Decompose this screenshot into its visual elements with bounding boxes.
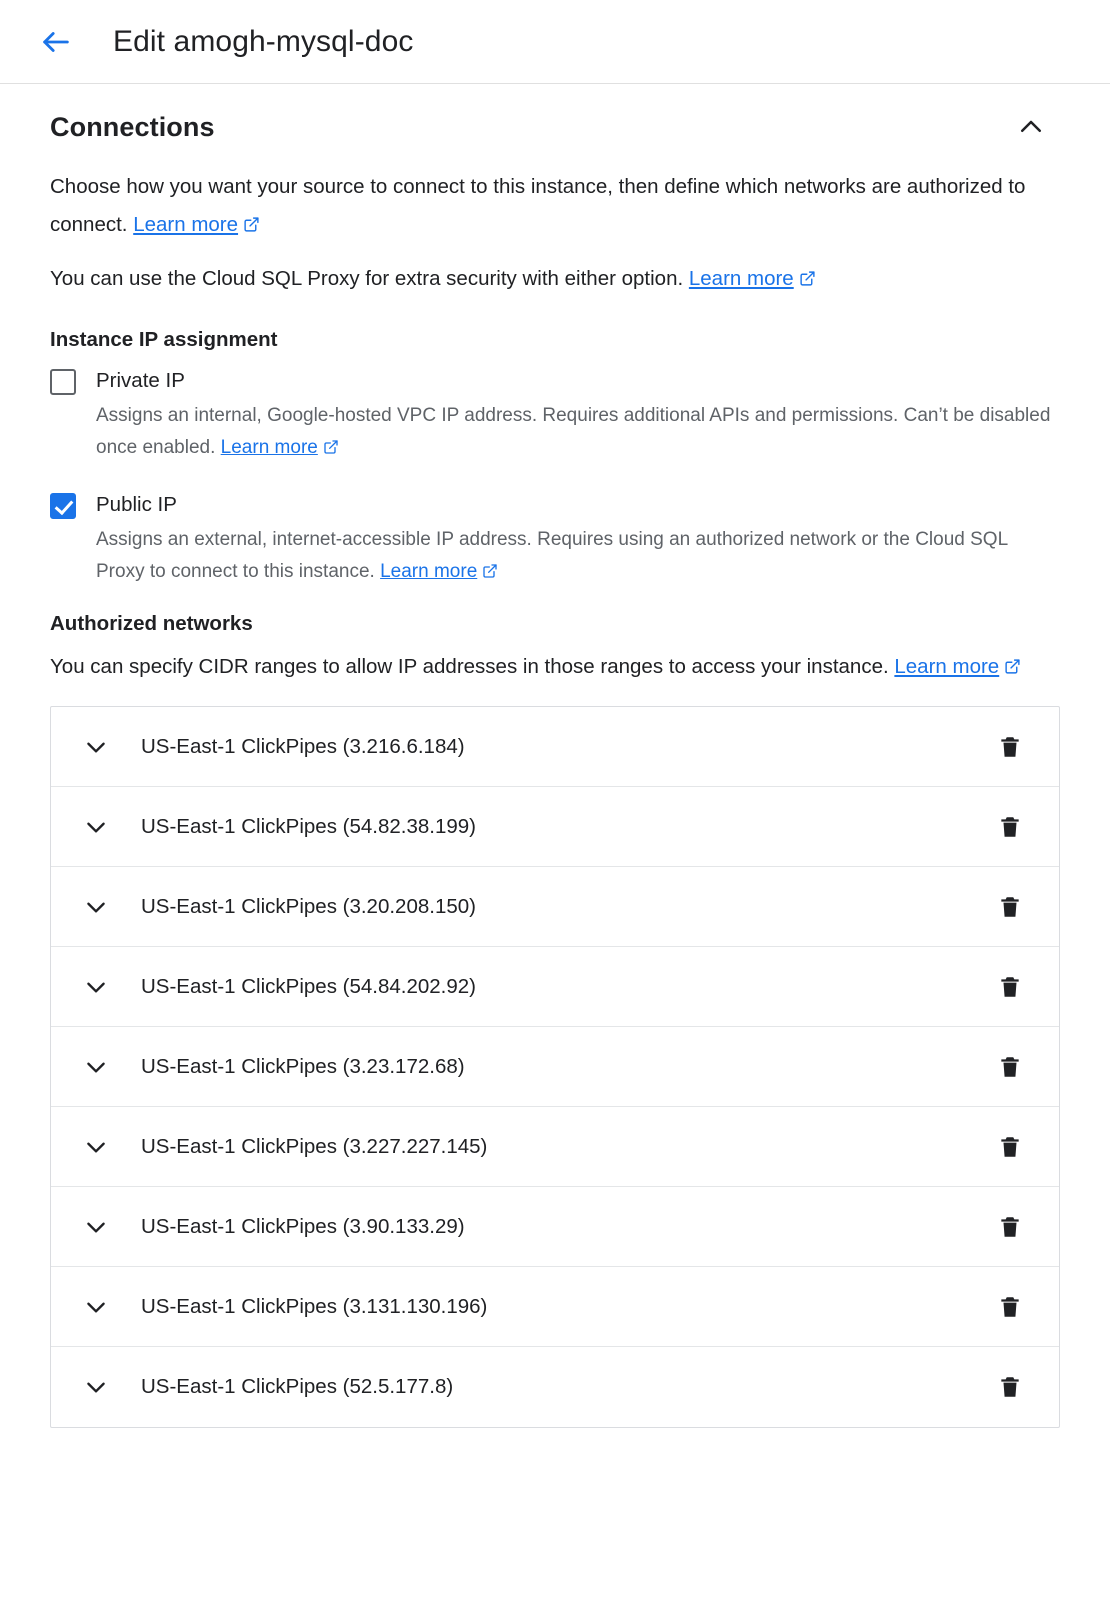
table-row[interactable] <box>51 1187 1059 1267</box>
authorized-networks-description-text: You can specify CIDR ranges to allow IP addresses in those ranges to access your instance. <box>50 655 895 678</box>
authorized-networks-label: Authorized networks <box>50 612 253 635</box>
chevron-down-icon[interactable] <box>79 970 113 1004</box>
chevron-down-icon[interactable] <box>79 810 113 844</box>
learn-more-link-private-ip[interactable]: Learn more <box>220 437 318 458</box>
connections-description-1 <box>50 168 1060 246</box>
delete-icon[interactable] <box>993 1290 1027 1324</box>
network-label: US-East-1 ClickPipes (3.20.208.150) <box>141 894 476 918</box>
authorized-networks-list <box>50 706 1060 1428</box>
delete-icon[interactable] <box>993 970 1027 1004</box>
learn-more-link-1[interactable]: Learn more <box>133 213 239 236</box>
public-ip-checkbox[interactable] <box>50 493 76 519</box>
private-ip-option[interactable] <box>50 364 1060 466</box>
chevron-down-icon[interactable] <box>79 1130 113 1164</box>
section-title: Connections <box>50 111 215 142</box>
table-row[interactable] <box>51 1267 1059 1347</box>
table-row[interactable] <box>51 867 1059 947</box>
external-link-icon <box>243 208 260 246</box>
connections-section <box>0 84 1110 1428</box>
connections-description-2 <box>50 260 1060 300</box>
network-label: US-East-1 ClickPipes (3.23.172.68) <box>141 1054 465 1078</box>
private-ip-description-text: Assigns an internal, Google-hosted VPC IP address. Requires additional APIs and permissions. Can’t be disabled once enabled. <box>96 405 1051 458</box>
network-label: US-East-1 ClickPipes (3.216.6.184) <box>141 734 465 758</box>
table-row[interactable] <box>51 707 1059 787</box>
chevron-down-icon[interactable] <box>79 1050 113 1084</box>
delete-icon[interactable] <box>993 1210 1027 1244</box>
table-row[interactable] <box>51 947 1059 1027</box>
page-header <box>0 0 1110 84</box>
private-ip-description <box>96 400 1056 466</box>
external-link-icon <box>1004 650 1021 688</box>
table-row[interactable] <box>51 1107 1059 1187</box>
public-ip-label: Public IP <box>96 493 177 516</box>
network-label: US-East-1 ClickPipes (3.90.133.29) <box>141 1214 465 1238</box>
external-link-icon <box>482 558 498 590</box>
delete-icon[interactable] <box>993 730 1027 764</box>
back-arrow-icon[interactable] <box>34 20 78 64</box>
delete-icon[interactable] <box>993 1130 1027 1164</box>
chevron-down-icon[interactable] <box>79 1290 113 1324</box>
external-link-icon <box>799 262 816 300</box>
chevron-down-icon[interactable] <box>79 1370 113 1404</box>
network-label: US-East-1 ClickPipes (3.227.227.145) <box>141 1134 488 1158</box>
private-ip-label: Private IP <box>96 369 185 392</box>
network-label: US-East-1 ClickPipes (54.82.38.199) <box>141 814 476 838</box>
table-row[interactable] <box>51 787 1059 867</box>
learn-more-link-public-ip[interactable]: Learn more <box>380 561 478 582</box>
chevron-down-icon[interactable] <box>79 730 113 764</box>
table-row[interactable] <box>51 1347 1059 1427</box>
public-ip-description <box>96 524 1056 590</box>
network-label: US-East-1 ClickPipes (52.5.177.8) <box>141 1375 454 1398</box>
page-title: Edit amogh-mysql-doc <box>113 24 414 58</box>
learn-more-link-2[interactable]: Learn more <box>688 267 794 290</box>
delete-icon[interactable] <box>993 1050 1027 1084</box>
learn-more-link-authorized-networks[interactable]: Learn more <box>894 655 1000 678</box>
chevron-down-icon[interactable] <box>79 1210 113 1244</box>
connections-section-header <box>50 108 1060 146</box>
chevron-up-icon[interactable] <box>1012 108 1050 146</box>
connections-description-2-text: You can use the Cloud SQL Proxy for extra security with either option. <box>50 267 689 290</box>
table-row[interactable] <box>51 1027 1059 1107</box>
authorized-networks-description <box>50 648 1060 688</box>
chevron-down-icon[interactable] <box>79 890 113 924</box>
network-label: US-East-1 ClickPipes (54.84.202.92) <box>141 974 476 998</box>
public-ip-option[interactable] <box>50 488 1060 590</box>
delete-icon[interactable] <box>993 810 1027 844</box>
public-ip-description-text: Assigns an external, internet-accessible IP address. Requires using an authorized network or the Cloud SQL Proxy to connect to this instance. <box>96 529 1008 582</box>
delete-icon[interactable] <box>993 1370 1027 1404</box>
network-label: US-East-1 ClickPipes (3.131.130.196) <box>141 1294 488 1318</box>
instance-ip-assignment-label: Instance IP assignment <box>50 328 278 351</box>
delete-icon[interactable] <box>993 890 1027 924</box>
external-link-icon <box>323 434 339 466</box>
connections-description-1-text: Choose how you want your source to connect to this instance, then define which networks are authorized to connect. <box>50 175 1026 236</box>
private-ip-checkbox[interactable] <box>50 369 76 395</box>
